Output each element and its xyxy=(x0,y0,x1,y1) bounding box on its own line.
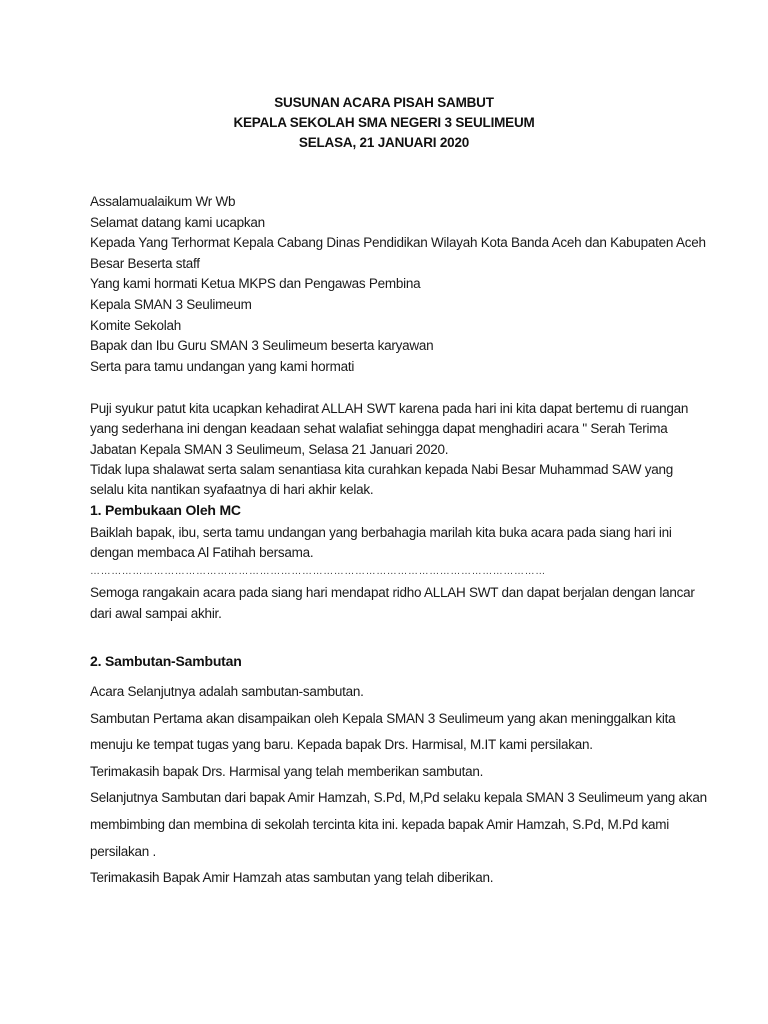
mc-line: dengan membaca Al Fatihah bersama. xyxy=(90,545,314,561)
greeting-line: Selamat datang kami ucapkan xyxy=(90,214,265,230)
mc-line: Baiklah bapak, ibu, serta tamu undangan yang berbahagia marilah kita buka acara pada siang hari ini xyxy=(90,525,672,540)
greeting-line: Assalamualaikum Wr Wb xyxy=(90,194,236,209)
closing-paragraph xyxy=(90,583,695,624)
document-title xyxy=(0,93,768,153)
intro-line: Puji syukur patut kita ucapkan kehadirat ALLAH SWT karena pada hari ini kita dapat bertemu di ruangan xyxy=(90,401,689,416)
sambutan-line: Acara Selanjutnya adalah sambutan-sambutan. xyxy=(90,684,364,699)
greeting-line: Bapak dan Ibu Guru SMAN 3 Seulimeum beserta karyawan xyxy=(90,338,434,354)
closing-line: dari awal sampai akhir. xyxy=(90,605,222,621)
sambutan-line: membimbing dan membina di sekolah tercinta kita ini. kepada bapak Amir Hamzah, S.Pd, M.Pd kami xyxy=(90,816,670,832)
title-date: SELASA, 21 JANUARI 2020 xyxy=(298,135,470,150)
title-line: SUSUNAN ACARA PISAH SAMBUT xyxy=(274,95,494,110)
greeting-paragraph xyxy=(90,192,706,377)
sambutan-line: Terimakasih Bapak Amir Hamzah atas sambutan yang telah diberikan. xyxy=(90,870,494,886)
intro-line: selalu kita nantikan syafaatnya di hari akhir kelak. xyxy=(90,482,374,498)
intro-line: yang sederhana ini dengan keadaan sehat walafiat sehingga dapat menghadiri acara " Serah Terima xyxy=(90,421,668,437)
sambutan-paragraph xyxy=(90,679,707,892)
sambutan-line: Sambutan Pertama akan disampaikan oleh Kepala SMAN 3 Seulimeum yang akan meninggalkan kita xyxy=(90,710,676,726)
mc-paragraph xyxy=(90,523,690,564)
sambutan-line: menuju ke tempat tugas yang baru. Kepada bapak Drs. Harmisal, M.IT kami persilakan. xyxy=(90,737,593,753)
greeting-line: Besar Beserta staff xyxy=(90,255,200,271)
sambutan-line: persilakan . xyxy=(90,843,157,859)
greeting-line: Kepala SMAN 3 Seulimeum xyxy=(90,296,252,312)
section-heading-pembukaan: 1. Pembukaan Oleh MC xyxy=(90,502,241,518)
intro-line: Jabatan Kepala SMAN 3 Seulimeum, Selasa 21 Januari 2020. xyxy=(90,441,449,457)
greeting-line: Komite Sekolah xyxy=(90,317,182,333)
greeting-line: Kepada Yang Terhormat Kepala Cabang Dinas Pendidikan Wilayah Kota Banda Aceh dan Kabupaten Aceh xyxy=(90,235,706,251)
greeting-line: Yang kami hormati Ketua MKPS dan Pengawas Pembina xyxy=(90,276,421,292)
closing-line: Semoga rangakain acara pada siang hari mendapat ridho ALLAH SWT dan dapat berjalan dengan lancar xyxy=(90,585,695,600)
intro-paragraph xyxy=(90,399,690,500)
greeting-line: Serta para tamu undangan yang kami hormati xyxy=(90,358,355,374)
intro-line: Tidak lupa shalawat serta salam senantiasa kita curahkan kepada Nabi Besar Muhammad SAW yang xyxy=(90,461,674,477)
sambutan-line: Terimakasih bapak Drs. Harmisal yang telah memberikan sambutan. xyxy=(90,763,484,779)
title-line: KEPALA SEKOLAH SMA NEGERI 3 SEULIMEUM xyxy=(233,115,535,130)
section-heading-sambutan: 2. Sambutan-Sambutan xyxy=(90,653,242,669)
sambutan-line: Selanjutnya Sambutan dari bapak Amir Hamzah, S.Pd, M,Pd selaku kepala SMAN 3 Seulimeum yang akan xyxy=(90,790,707,806)
dotted-separator: ………………………………………………………………………………………………………………… xyxy=(90,566,546,577)
